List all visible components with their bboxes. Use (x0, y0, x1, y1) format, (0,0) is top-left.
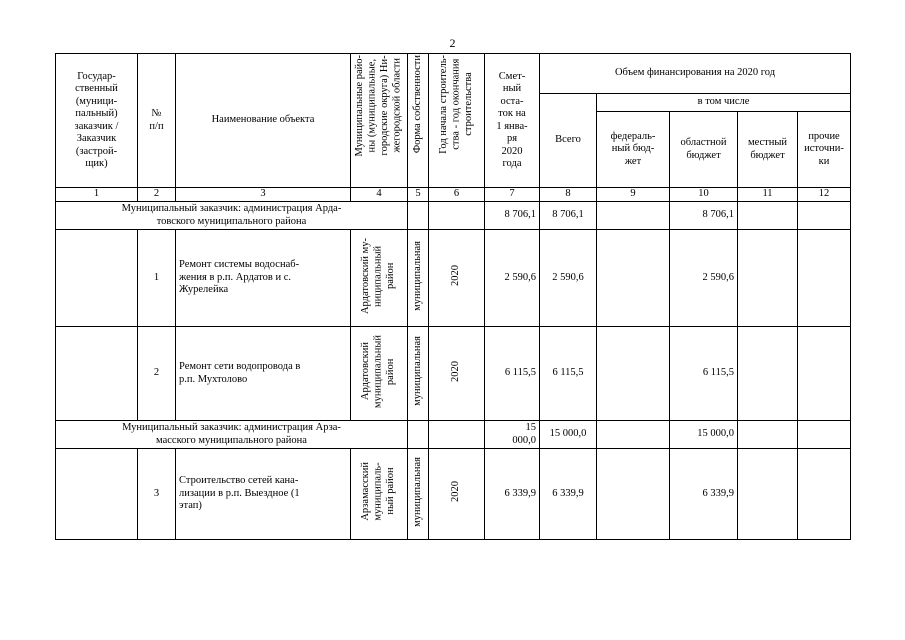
header-including: в том числе (597, 94, 851, 112)
empty-cell (56, 230, 138, 327)
table-row (56, 230, 851, 327)
header-total: Всего (540, 94, 597, 188)
col-number: 9 (597, 188, 670, 202)
group-estimate: 15 000,0 (485, 421, 540, 449)
object-name: Ремонт сети водопровода в р.п. Мухтолово (176, 327, 351, 421)
col-number: 3 (176, 188, 351, 202)
empty-cell (597, 449, 670, 540)
group-row (56, 421, 851, 449)
row-number: 3 (138, 449, 176, 540)
construction-years: 2020 (450, 481, 462, 503)
empty-cell (56, 327, 138, 421)
empty-cell (597, 230, 670, 327)
total-value: 2 590,6 (540, 230, 597, 327)
header-regional: областной бюджет (670, 112, 738, 188)
empty-cell (798, 449, 851, 540)
header-local: местный бюджет (738, 112, 798, 188)
district-name: Ардатовский му- ниципальный район (360, 237, 397, 314)
col-number: 11 (738, 188, 798, 202)
group-customer: Муниципальный заказчик: администрация Арда- товского муниципального района (56, 202, 408, 230)
district-name: Арзамасский муниципаль- ный район (360, 462, 397, 522)
total-value: 6 339,9 (540, 449, 597, 540)
construction-years: 2020 (450, 360, 462, 382)
empty-cell (738, 421, 798, 449)
group-regional: 8 706,1 (670, 202, 738, 230)
empty-cell (56, 449, 138, 540)
group-total: 15 000,0 (540, 421, 597, 449)
regional-value: 2 590,6 (670, 230, 738, 327)
empty-cell (738, 327, 798, 421)
empty-cell (597, 327, 670, 421)
total-value: 6 115,5 (540, 327, 597, 421)
col-number: 8 (540, 188, 597, 202)
group-row (56, 202, 851, 230)
empty-cell (798, 202, 851, 230)
group-estimate: 8 706,1 (485, 202, 540, 230)
group-customer: Муниципальный заказчик: администрация Арза- масского муниципального района (56, 421, 408, 449)
estimate-value: 6 115,5 (485, 327, 540, 421)
col-number: 7 (485, 188, 540, 202)
object-name: Ремонт системы водоснаб- жения в р.п. Ардатов и с. Журелейка (176, 230, 351, 327)
empty-cell (408, 202, 429, 230)
ownership-form: муниципальная (411, 336, 423, 407)
regional-value: 6 115,5 (670, 327, 738, 421)
empty-cell (738, 230, 798, 327)
column-numbers-row (56, 188, 851, 202)
empty-cell (408, 421, 429, 449)
empty-cell (738, 202, 798, 230)
header-funding: Объем финансирования на 2020 год (540, 54, 851, 94)
ownership-form: муниципальная (411, 456, 423, 527)
col-number: 1 (56, 188, 138, 202)
row-number: 2 (138, 327, 176, 421)
empty-cell (597, 421, 670, 449)
header-years: Год начала строитель- ства - год окончания строительства (437, 55, 474, 154)
empty-cell (597, 202, 670, 230)
district-name: Ардатовский муниципальный район (360, 334, 397, 408)
table-row (56, 449, 851, 540)
object-name: Строительство сетей кана- лизации в р.п. Выездное (1 этап) (176, 449, 351, 540)
col-number: 12 (798, 188, 851, 202)
financing-table (55, 53, 851, 540)
empty-cell (429, 202, 485, 230)
estimate-value: 6 339,9 (485, 449, 540, 540)
group-total: 8 706,1 (540, 202, 597, 230)
header-object-name: Наименование объекта (176, 54, 351, 188)
header-district: Муниципальные райо- ны (муниципальные, городские округа) Ни- жегородской области (354, 55, 403, 157)
empty-cell (738, 449, 798, 540)
col-number: 5 (408, 188, 429, 202)
col-number: 6 (429, 188, 485, 202)
row-number: 1 (138, 230, 176, 327)
table-row (56, 327, 851, 421)
header-customer: Государ- ственный (муници- пальный) заказчик / Заказчик (застрой- щик) (56, 54, 138, 188)
header-other: прочие источни- ки (798, 112, 851, 188)
col-number: 4 (351, 188, 408, 202)
col-number: 2 (138, 188, 176, 202)
estimate-value: 2 590,6 (485, 230, 540, 327)
construction-years: 2020 (450, 265, 462, 287)
empty-cell (429, 421, 485, 449)
header-federal: федераль- ный бюд- жет (597, 112, 670, 188)
regional-value: 6 339,9 (670, 449, 738, 540)
col-number: 10 (670, 188, 738, 202)
ownership-form: муниципальная (411, 240, 423, 311)
page-number: 2 (449, 36, 456, 50)
group-regional: 15 000,0 (670, 421, 738, 449)
empty-cell (798, 327, 851, 421)
empty-cell (798, 230, 851, 327)
header-no: № п/п (138, 54, 176, 188)
empty-cell (798, 421, 851, 449)
header-estimate: Смет- ный оста- ток на 1 янва- ря 2020 года (485, 54, 540, 188)
header-ownership: Форма собственности (411, 55, 423, 154)
